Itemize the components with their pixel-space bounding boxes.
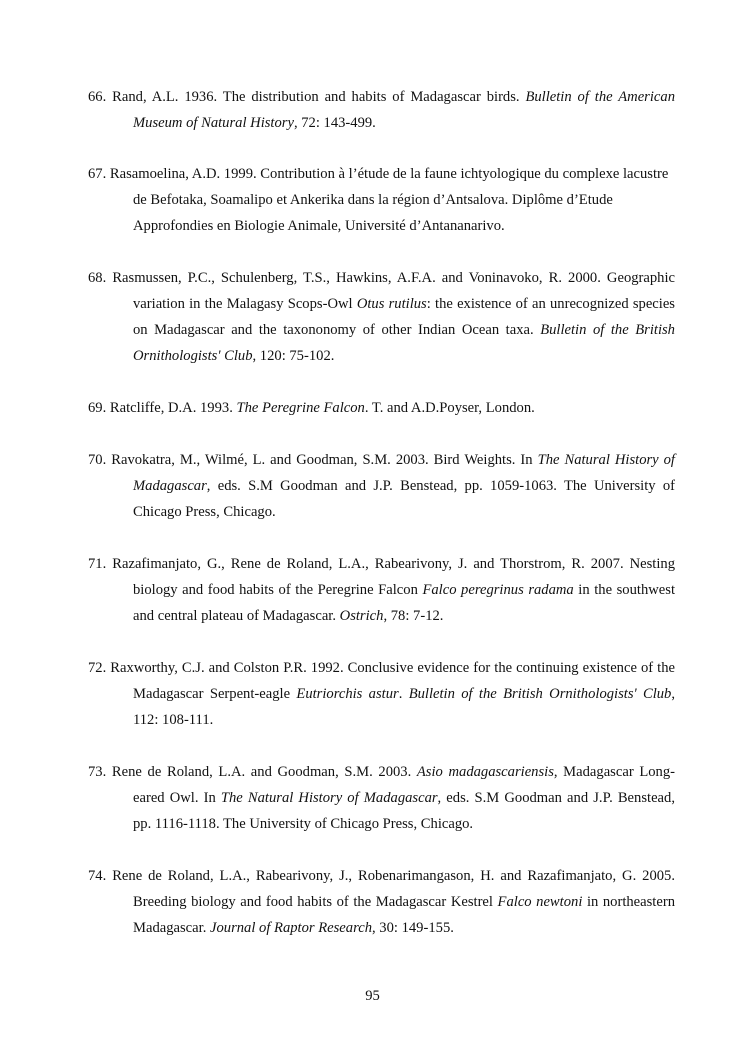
reference-number: 73. [88, 764, 107, 780]
reference-number: 66. [88, 89, 107, 105]
reference-number: 68. [88, 270, 107, 286]
reference-72: 72. Raxworthy, C.J. and Colston P.R. 1992. Conclusive evidence for the continuing existence of the Madagascar Serpent-eagle Eutriorchis astur. Bulletin of the British Ornithologists' Club, 112: 108-111. [88, 660, 676, 728]
reference-number: 69. [88, 400, 107, 416]
page-number: 95 [365, 988, 380, 1004]
reference-number: 67. [88, 166, 107, 182]
reference-67: 67. Rasamoelina, A.D. 1999. Contribution à l’étude de la faune ichtyologique du complexe lacustre de Befotaka, Soamalipo et Ankerika dans la région d’Antsalova. Diplôme d’Etude Approfondies en Biologie Animale, Université d’Antananarivo. [88, 166, 669, 234]
reference-73: 73. Rene de Roland, L.A. and Goodman, S.M. 2003. Asio madagascariensis, Madagascar Long-eared Owl. In The Natural History of Madagascar, eds. S.M Goodman and J.P. Benstead, pp. 1116-1118. The University of Chicago Press, Chicago. [88, 764, 675, 832]
reference-list [88, 84, 675, 966]
reference-number: 72. [88, 660, 107, 676]
reference-70: 70. Ravokatra, M., Wilmé, L. and Goodman, S.M. 2003. Bird Weights. In The Natural History of Madagascar, eds. S.M Goodman and J.P. Benstead, pp. 1059-1063. The University of Chicago Press, Chicago. [88, 452, 675, 520]
reference-74: 74. Rene de Roland, L.A., Rabearivony, J., Robenarimangason, H. and Razafimanjato, G. 2005. Breeding biology and food habits of the Madagascar Kestrel Falco newtoni in northeastern Madagascar. Journal of Raptor Research, 30: 149-155. [88, 868, 675, 936]
reference-66: 66. Rand, A.L. 1936. The distribution and habits of Madagascar birds. Bulletin of the American Museum of Natural History, 72: 143-499. [88, 89, 675, 131]
reference-71: 71. Razafimanjato, G., Rene de Roland, L.A., Rabearivony, J. and Thorstrom, R. 2007. Nesting biology and food habits of the Peregrine Falcon Falco peregrinus radama in the southwest and central plateau of Madagascar. Ostrich, 78: 7-12. [88, 556, 675, 624]
reference-68: 68. Rasmussen, P.C., Schulenberg, T.S., Hawkins, A.F.A. and Voninavoko, R. 2000. Geographic variation in the Malagasy Scops-Owl Otus rutilus: the existence of an unrecognized species on Madagascar and the taxononomy of other Indian Ocean taxa. Bulletin of the British Ornithologists' Club, 120: 75-102. [88, 270, 676, 364]
reference-number: 74. [88, 868, 107, 884]
reference-69: 69. Ratcliffe, D.A. 1993. The Peregrine Falcon. T. and A.D.Poyser, London. [88, 400, 535, 416]
reference-number: 71. [88, 556, 107, 572]
reference-number: 70. [88, 452, 107, 468]
